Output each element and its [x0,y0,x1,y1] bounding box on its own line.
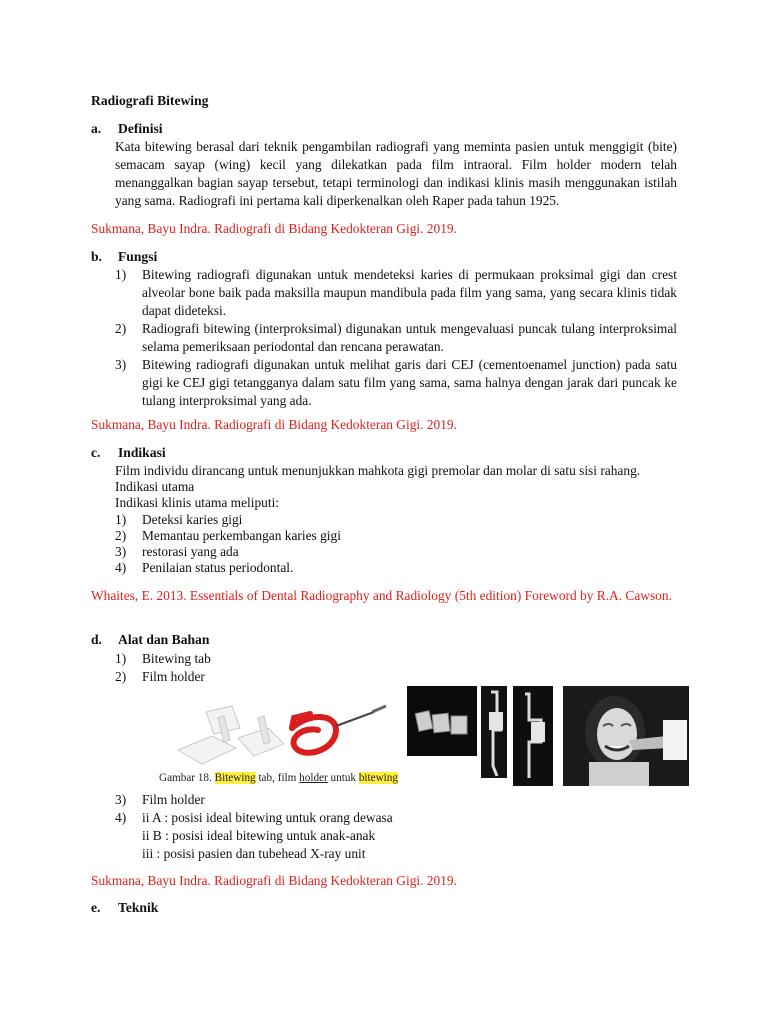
document-title: Radiografi Bitewing [91,93,209,108]
definisi-paragraph: Kata bitewing berasal dari teknik pengambilan radiografi yang meminta pasien untuk menggigit (bite) semacam sayap (wing) kecil yang dilekatkan pada film intraoral. Film holder modern telah menanggalkan bagian sayap tersebut, tetapi terminologi dan indikasi klinis masih menggunakan istilah yang sama. Radiografi ini pertama kali diperkenalkan oleh Raper pada tahun 1925. [115,139,677,208]
caption-highlight: bitewing [358,772,398,784]
section-b-heading [91,249,157,265]
figure-caption [159,772,398,784]
section-title: Teknik [118,900,159,915]
list-item [115,512,677,528]
reference-b: Sukmana, Bayu Indra. Radiografi di Bidang Kedokteran Gigi. 2019. [91,417,457,432]
list-number: 2) [115,528,127,543]
list-text: Bitewing tab [142,651,211,666]
reference-a: Sukmana, Bayu Indra. Radiografi di Bidang Kedokteran Gigi. 2019. [91,221,457,236]
indikasi-line-3: Indikasi klinis utama meliputi: [115,495,280,510]
list-item [115,809,677,827]
list-number: 1) [115,512,127,527]
section-c-heading [91,445,166,461]
section-d-heading [91,632,209,648]
section-letter: e. [91,900,101,915]
section-letter: b. [91,249,102,264]
list-number: 3) [115,544,127,559]
list-text: Memantau perkembangan karies gigi [142,528,341,543]
list-number: 2) [115,669,127,684]
reference-c: Whaites, E. 2013. Essentials of Dental Radiography and Radiology (5th edition) Foreword by R.A. Cawson. [91,588,672,603]
list-text: Bitewing radiografi digunakan untuk melihat garis dari CEJ (cementoenamel junction) pada satu gigi ke CEJ gigi tetangganya dalam satu film yang sama, sama halnya dengan jarak dari puncak ke tulang interproksimal yang ada. [142,357,677,408]
bitewing-tab-figure [160,698,400,772]
section-title: Definisi [118,121,163,136]
list-item [115,791,677,809]
section-e-heading [91,900,158,916]
fungsi-list [115,266,677,410]
list-text: Bitewing radiografi digunakan untuk mendeteksi karies di permukaan proksimal gigi dan crest alveolar bone baik pada maksilla maupun mandibula pada film yang sama, yang secara klinis tidak dapat dideteksi. [142,267,677,318]
list-text: ii A : posisi ideal bitewing untuk orang dewasa [142,810,393,825]
caption-prefix: Gambar 18. [159,772,212,784]
list-text: Film holder [142,669,205,684]
list-item [115,560,677,576]
section-title: Alat dan Bahan [118,632,210,647]
caption-highlight: Bitewing [214,772,256,784]
indikasi-line-1: Film individu dirancang untuk menunjukkan mahkota gigi premolar dan molar di satu sisi rahang. [115,463,641,478]
sub-line-1: ii B : posisi ideal bitewing untuk anak-anak [142,828,376,843]
list-item [115,668,677,686]
list-text: Film holder [142,792,205,807]
film-holder-radiograph-figure [407,686,554,790]
list-item [115,544,677,560]
alat-list-bottom [115,791,677,827]
section-title: Indikasi [118,445,166,460]
section-letter: c. [91,445,101,460]
section-letter: d. [91,632,102,647]
list-text: restorasi yang ada [142,544,239,559]
list-number: 4) [115,560,127,575]
patient-photo-figure [563,686,689,786]
list-item [115,356,677,410]
list-item [115,528,677,544]
list-number: 4) [115,810,127,825]
list-item [115,320,677,356]
list-number: 1) [115,651,127,666]
indikasi-list [115,512,677,576]
list-item [115,650,677,668]
list-number: 3) [115,792,127,807]
list-item [115,266,677,320]
indikasi-line-2: Indikasi utama [115,479,195,494]
list-number: 1) [115,267,127,282]
section-title: Fungsi [118,249,158,264]
caption-underlined: holder [299,772,328,784]
sub-line-2: iii : posisi pasien dan tubehead X-ray unit [142,846,366,861]
section-a-heading [91,121,163,137]
caption-text: tab, film [255,772,300,784]
caption-text: untuk [327,772,359,784]
reference-d: Sukmana, Bayu Indra. Radiografi di Bidang Kedokteran Gigi. 2019. [91,873,457,888]
list-text: Deteksi karies gigi [142,512,243,527]
list-number: 2) [115,321,127,336]
section-letter: a. [91,121,102,136]
list-text: Radiografi bitewing (interproksimal) digunakan untuk mengevaluasi puncak tulang interproksimal selama pemeriksaan periodontal dan rencana perawatan. [142,321,677,354]
alat-list-top [115,650,677,686]
list-text: Penilaian status periodontal. [142,560,294,575]
list-number: 3) [115,357,127,372]
